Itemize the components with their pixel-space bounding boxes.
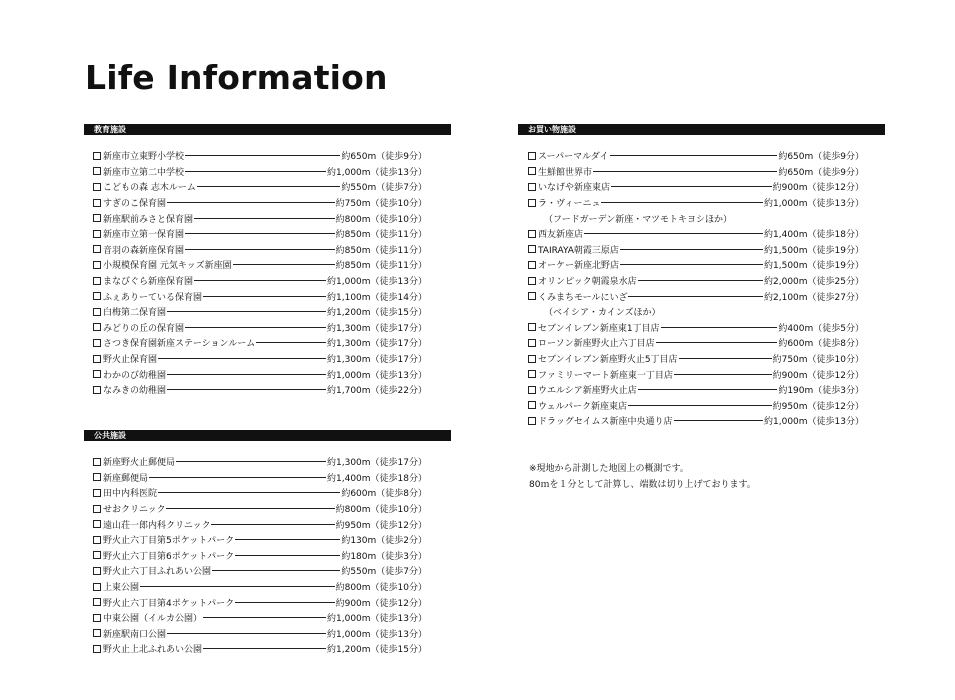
leader-line (167, 374, 326, 375)
facility-name: 音羽の森新座保育園 (103, 245, 185, 256)
education-section-header: 教育施設 (84, 124, 451, 135)
facility-name: 新座駅前みさと保育園 (103, 214, 194, 225)
leader-line (197, 186, 340, 187)
checkbox-icon (93, 536, 101, 544)
facility-row (528, 257, 864, 273)
checkbox-icon (528, 417, 536, 425)
facility-row (93, 501, 427, 517)
checkbox-icon (528, 401, 536, 409)
facility-name: わかのび幼稚園 (103, 370, 167, 381)
facility-name: オリンピック朝霞泉水店 (538, 277, 637, 288)
facility-row (93, 532, 427, 548)
facility-row (528, 210, 864, 226)
facility-row (528, 226, 864, 242)
facility-distance: 約1,000m（徒歩13分） (327, 629, 427, 640)
facility-row (93, 242, 427, 258)
facility-name: せおクリニック (103, 505, 166, 516)
checkbox-icon (93, 230, 101, 238)
checkbox-icon (93, 386, 101, 394)
facility-row (93, 626, 427, 642)
facility-name: 野火止上北ふれあい公園 (103, 645, 203, 656)
facility-name: 新座市立第一保育園 (103, 230, 185, 241)
facility-name: 野火止六丁目ふれあい公園 (103, 567, 212, 578)
facility-row (93, 304, 427, 320)
facility-row (528, 242, 864, 258)
facility-distance: 約1,000m（徒歩13分） (327, 614, 427, 625)
facility-row (528, 179, 864, 195)
facility-row (528, 413, 864, 429)
facility-distance: 約2,100m（徒歩27分） (764, 292, 864, 303)
facility-row (528, 335, 864, 351)
checkbox-icon (93, 199, 101, 207)
facility-row (93, 351, 427, 367)
leader-line (158, 358, 326, 359)
leader-line (233, 264, 335, 265)
facility-distance: 約2,000m（徒歩25分） (764, 277, 864, 288)
leader-line (194, 218, 335, 219)
facility-name: ローソン新座野火止六丁目店 (538, 339, 655, 350)
leader-line (679, 358, 772, 359)
shopping-section-header: お買い物施設 (518, 124, 885, 135)
facility-row (93, 548, 427, 564)
facility-row (528, 351, 864, 367)
education-facility-list (93, 148, 427, 398)
facility-row (93, 366, 427, 382)
leader-line (235, 602, 334, 603)
facility-name: すぎのこ保育園 (103, 199, 167, 210)
facility-row (528, 304, 864, 320)
leader-line (167, 202, 335, 203)
facility-name: まなびぐら新座保育園 (103, 277, 194, 288)
facility-row (93, 470, 427, 486)
checkbox-icon (93, 355, 101, 363)
facility-row (93, 179, 427, 195)
leader-line (661, 327, 778, 328)
leader-line (185, 155, 340, 156)
facility-distance: 約800m（徒歩10分） (335, 505, 427, 516)
facility-name: ラ・ヴィーニュ (538, 199, 601, 210)
facility-distance: 約750m（徒歩10分） (335, 199, 427, 210)
facility-row (93, 288, 427, 304)
checkbox-icon (528, 152, 536, 160)
facility-distance: 約1,000m（徒歩13分） (327, 370, 427, 381)
checkbox-icon (528, 339, 536, 347)
facility-name: TAIRAYA朝霞三原店 (538, 245, 619, 256)
facility-distance: 約1,300m（徒歩17分） (327, 339, 427, 350)
leader-line (149, 477, 326, 478)
shopping-facility-list (528, 148, 864, 429)
facility-name: セブンイレブン新座野火止5丁目店 (538, 355, 678, 366)
leader-line (167, 311, 326, 312)
facility-distance: 約180m（徒歩3分） (341, 551, 427, 562)
checkbox-icon (93, 458, 101, 466)
notes (529, 461, 756, 493)
leader-line (235, 539, 340, 540)
facility-name: 新座駅南口公園 (103, 629, 167, 640)
facility-distance: 約190m（徒歩3分） (778, 386, 864, 397)
facility-distance: 約850m（徒歩11分） (335, 245, 427, 256)
facility-row (528, 320, 864, 336)
leader-line (140, 586, 335, 587)
facility-distance: 約600m（徒歩8分） (341, 489, 427, 500)
leader-line (185, 249, 335, 250)
facility-row (93, 195, 427, 211)
facility-row (528, 273, 864, 289)
facility-name: スーパーマルダイ (538, 152, 609, 163)
leader-line (167, 633, 326, 634)
leader-line (674, 374, 772, 375)
facility-name: 野火止六丁目第6ポケットパーク (103, 551, 235, 562)
checkbox-icon (528, 167, 536, 175)
facility-distance: 約400m（徒歩5分） (778, 323, 864, 334)
leader-line (185, 327, 326, 328)
facility-name: くみまちモールにいざ (538, 292, 628, 303)
leader-line (628, 296, 763, 297)
facility-name: （フードガーデン新座・マツモトキヨシほか） (544, 214, 733, 225)
facility-name: オーケー新座北野店 (538, 261, 620, 272)
checkbox-icon (93, 505, 101, 513)
leader-line (610, 155, 778, 156)
facility-distance: 約1,000m（徒歩13分） (327, 277, 427, 288)
facility-row (528, 382, 864, 398)
leader-line (656, 342, 778, 343)
leader-line (638, 389, 778, 390)
facility-distance: 約1,400m（徒歩18分） (764, 230, 864, 241)
facility-distance: 約1,400m（徒歩18分） (327, 473, 427, 484)
facility-row (93, 164, 427, 180)
facility-row (528, 288, 864, 304)
facility-distance: 約1,300m（徒歩17分） (327, 458, 427, 469)
facility-distance: 約550m（徒歩7分） (341, 567, 427, 578)
facility-distance: 約1,000m（徒歩13分） (764, 199, 864, 210)
note-line: 80ｍを１分として計算し、端数は切り上げております。 (529, 480, 756, 490)
facility-row (93, 641, 427, 657)
facility-row (93, 563, 427, 579)
leader-line (166, 508, 334, 509)
facility-row (93, 579, 427, 595)
facility-distance: 約130m（徒歩2分） (341, 536, 427, 547)
checkbox-icon (528, 261, 536, 269)
leader-line (601, 202, 763, 203)
page-title: Life Information (85, 58, 388, 97)
facility-name: 新座市立東野小学校 (103, 152, 185, 163)
facility-name: 新座野火止郵便局 (103, 458, 176, 469)
checkbox-icon (93, 308, 101, 316)
facility-distance: 約1,100m（徒歩14分） (327, 292, 427, 303)
facility-distance: 約550m（徒歩7分） (341, 183, 427, 194)
facility-distance: 約1,500m（徒歩19分） (764, 261, 864, 272)
leader-line (185, 233, 335, 234)
checkbox-icon (528, 277, 536, 285)
checkbox-icon (93, 167, 101, 175)
facility-name: ふぇありーている保育園 (103, 292, 203, 303)
leader-line (203, 648, 326, 649)
public-section-header: 公共施設 (84, 430, 451, 441)
facility-name: 白梅第二保育園 (103, 308, 167, 319)
leader-line (176, 461, 326, 462)
checkbox-icon (528, 386, 536, 394)
checkbox-icon (528, 245, 536, 253)
facility-name: 中東公園（イルカ公園） (103, 614, 203, 625)
checkbox-icon (93, 370, 101, 378)
facility-name: 新座郵便局 (103, 473, 149, 484)
checkbox-icon (93, 277, 101, 285)
facility-row (93, 257, 427, 273)
facility-row (93, 226, 427, 242)
checkbox-icon (528, 199, 536, 207)
checkbox-icon (93, 629, 101, 637)
checkbox-icon (93, 214, 101, 222)
facility-row (93, 382, 427, 398)
checkbox-icon (528, 292, 536, 300)
facility-name: 上東公園 (103, 583, 140, 594)
leader-line (212, 570, 340, 571)
checkbox-icon (93, 598, 101, 606)
leader-line (611, 186, 772, 187)
leader-line (628, 405, 772, 406)
leader-line (620, 264, 763, 265)
facility-name: 田中内科医院 (103, 489, 158, 500)
facility-row (528, 164, 864, 180)
leader-line (235, 555, 340, 556)
facility-row (93, 516, 427, 532)
checkbox-icon (93, 583, 101, 591)
checkbox-icon (93, 261, 101, 269)
facility-distance: 約800m（徒歩10分） (335, 214, 427, 225)
public-facility-list (93, 454, 427, 657)
facility-distance: 約1,700m（徒歩22分） (327, 386, 427, 397)
checkbox-icon (93, 292, 101, 300)
leader-line (203, 296, 326, 297)
checkbox-icon (93, 614, 101, 622)
facility-row (93, 273, 427, 289)
facility-name: ウエルシア新座野火止店 (538, 386, 637, 397)
facility-name: さつき保育園新座ステーションルーム (103, 339, 256, 350)
checkbox-icon (528, 183, 536, 191)
checkbox-icon (93, 323, 101, 331)
checkbox-icon (93, 489, 101, 497)
facility-row (93, 610, 427, 626)
leader-line (620, 249, 763, 250)
facility-distance: 約900m（徒歩12分） (772, 370, 864, 381)
checkbox-icon (528, 230, 536, 238)
facility-row (93, 210, 427, 226)
facility-distance: 約650m（徒歩9分） (778, 167, 864, 178)
checkbox-icon (528, 370, 536, 378)
facility-distance: 約650m（徒歩9分） (778, 152, 864, 163)
leader-line (203, 617, 326, 618)
facility-name: ファミリーマート新座東一丁目店 (538, 370, 673, 381)
leader-line (674, 420, 763, 421)
facility-row (93, 148, 427, 164)
facility-distance: 約950m（徒歩12分） (335, 520, 427, 531)
facility-name: 野火止六丁目第4ポケットパーク (103, 598, 235, 609)
note-line: ※現地から計測した地図上の概測です。 (529, 464, 689, 474)
facility-distance: 約1,200m（徒歩15分） (327, 308, 427, 319)
facility-distance: 約950m（徒歩12分） (772, 401, 864, 412)
facility-name: 野火止保育園 (103, 355, 158, 366)
facility-name: セブンイレブン新座東1丁目店 (538, 323, 660, 334)
facility-row (93, 335, 427, 351)
facility-distance: 約650m（徒歩9分） (341, 152, 427, 163)
checkbox-icon (93, 152, 101, 160)
facility-distance: 約1,300m（徒歩17分） (327, 355, 427, 366)
checkbox-icon (528, 355, 536, 363)
leader-line (584, 233, 763, 234)
facility-distance: 約1,000m（徒歩13分） (764, 417, 864, 428)
facility-row (93, 454, 427, 470)
facility-name: いなげや新座東店 (538, 183, 611, 194)
facility-row (93, 320, 427, 336)
checkbox-icon (528, 323, 536, 331)
leader-line (158, 492, 340, 493)
facility-row (528, 195, 864, 211)
facility-distance: 約800m（徒歩10分） (335, 583, 427, 594)
facility-distance: 約900m（徒歩12分） (772, 183, 864, 194)
facility-distance: 約1,300m（徒歩17分） (327, 323, 427, 334)
facility-row (93, 485, 427, 501)
facility-row (528, 148, 864, 164)
facility-name: ウェルパーク新座東店 (538, 401, 628, 412)
facility-row (93, 594, 427, 610)
facility-name: 生鮮館世界市 (538, 167, 593, 178)
facility-row (528, 398, 864, 414)
facility-name: 西友新座店 (538, 230, 584, 241)
facility-distance: 約850m（徒歩11分） (335, 261, 427, 272)
leader-line (185, 171, 326, 172)
facility-name: 遠山荘一郎内科クリニック (103, 520, 211, 531)
facility-distance: 約1,500m（徒歩19分） (764, 245, 864, 256)
leader-line (194, 280, 326, 281)
facility-name: みどりの丘の保育園 (103, 323, 185, 334)
leader-line (593, 171, 777, 172)
facility-distance: 約900m（徒歩12分） (335, 598, 427, 609)
facility-name: なみきの幼稚園 (103, 386, 167, 397)
facility-name: 小規模保育園 元気キッズ新座園 (103, 261, 232, 272)
facility-row (528, 366, 864, 382)
facility-distance: 約1,000m（徒歩13分） (327, 167, 427, 178)
checkbox-icon (93, 339, 101, 347)
facility-distance: 約750m（徒歩10分） (772, 355, 864, 366)
facility-name: 野火止六丁目第5ポケットパーク (103, 536, 235, 547)
checkbox-icon (93, 551, 101, 559)
checkbox-icon (93, 520, 101, 528)
leader-line (638, 280, 763, 281)
facility-name: （ベイシア・カインズほか） (544, 308, 661, 319)
facility-distance: 約850m（徒歩11分） (335, 230, 427, 241)
facility-name: ドラッグセイムス新座中央通り店 (538, 417, 673, 428)
checkbox-icon (93, 245, 101, 253)
facility-distance: 約1,200m（徒歩15分） (327, 645, 427, 656)
facility-name: こどもの森 志木ルーム (103, 183, 196, 194)
leader-line (211, 524, 334, 525)
checkbox-icon (93, 473, 101, 481)
leader-line (167, 389, 326, 390)
facility-distance: 約600m（徒歩8分） (778, 339, 864, 350)
checkbox-icon (93, 645, 101, 653)
checkbox-icon (93, 183, 101, 191)
facility-name: 新座市立第二中学校 (103, 167, 185, 178)
leader-line (256, 342, 326, 343)
checkbox-icon (93, 567, 101, 575)
